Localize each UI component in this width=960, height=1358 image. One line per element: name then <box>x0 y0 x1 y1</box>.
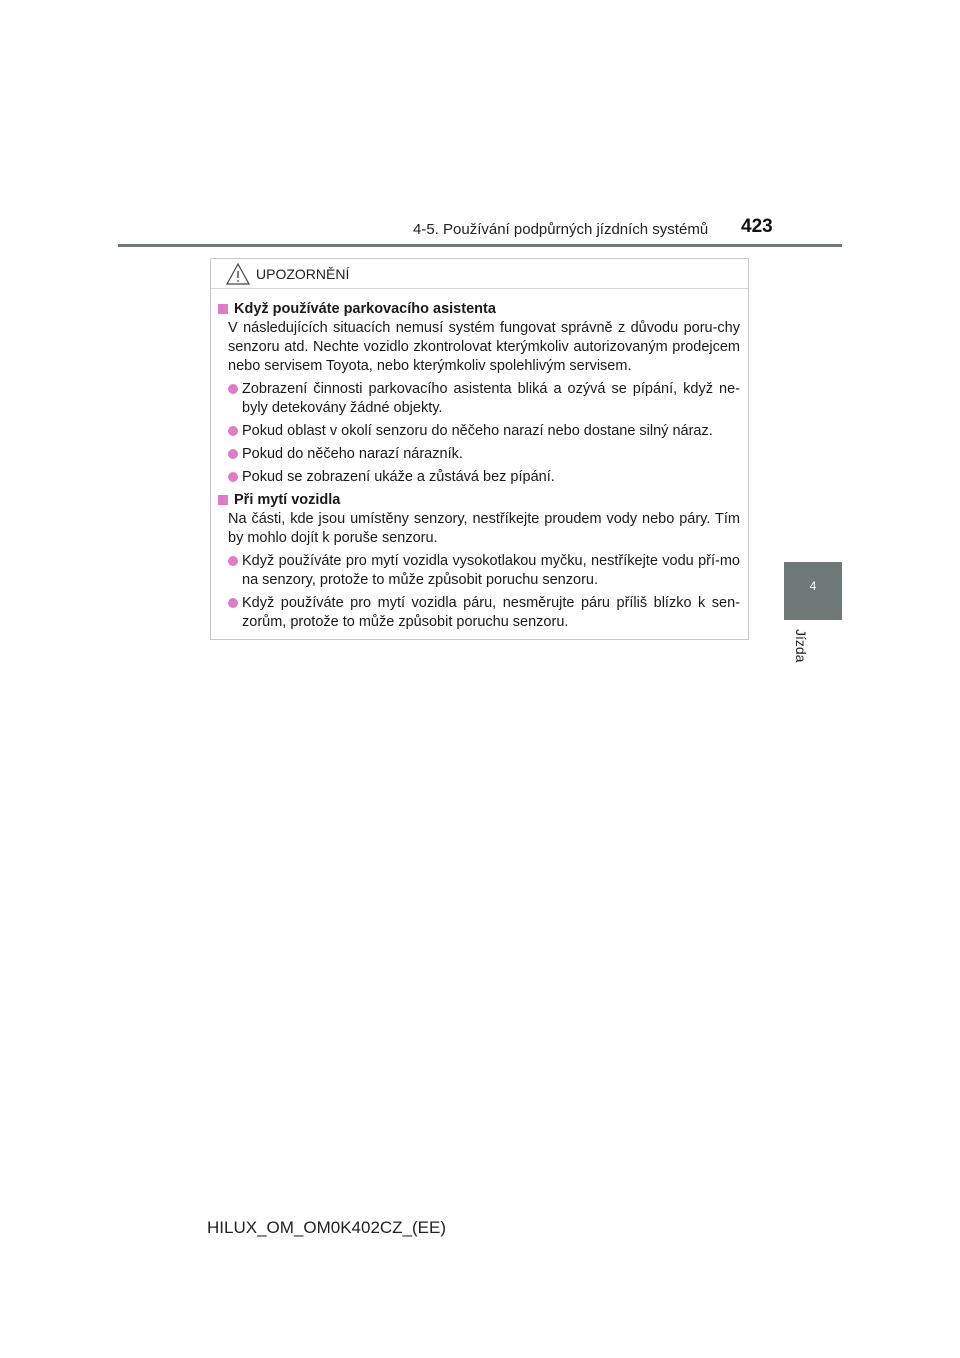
page-number: 423 <box>741 216 773 237</box>
list-item-text: Zobrazení činnosti parkovacího asistenta bliká a ozývá se pípání, když ne-byly detekovány žádné objekty. <box>242 381 740 416</box>
caution-header <box>211 259 748 289</box>
chapter-tab[interactable]: 4 <box>784 562 842 620</box>
chapter-side-label: Jízda <box>793 629 809 663</box>
dot-bullet-icon <box>228 598 238 608</box>
list-item <box>218 422 740 441</box>
caution-box <box>210 258 749 640</box>
dot-bullet-icon <box>228 449 238 459</box>
caution-label: UPOZORNĚNÍ <box>256 265 350 282</box>
caution-body <box>211 289 748 632</box>
list-item <box>218 468 740 487</box>
dot-bullet-icon <box>228 384 238 394</box>
list-item-text: Pokud oblast v okolí senzoru do něčeho narazí nebo dostane silný náraz. <box>242 423 713 439</box>
dot-bullet-icon <box>228 556 238 566</box>
footer-code: HILUX_OM_OM0K402CZ_(EE) <box>207 1218 447 1237</box>
dot-bullet-icon <box>228 426 238 436</box>
section-text: Na části, kde jsou umístěny senzory, nestříkejte proudem vody nebo páry. Tím by mohlo dojít k poruše senzoru. <box>228 511 740 546</box>
square-bullet-icon <box>218 495 228 505</box>
list-item <box>218 380 740 418</box>
list-item-text: Když používáte pro mytí vozidla páru, nesměrujte páru příliš blízko k sen-zorům, protože to může způsobit poruchu senzoru. <box>242 595 740 630</box>
section-car-wash <box>218 491 740 632</box>
list-item <box>218 552 740 590</box>
list-item-text: Pokud se zobrazení ukáže a zůstává bez pípání. <box>242 469 555 485</box>
section-parking-assistant <box>218 300 740 487</box>
section-text: V následujících situacích nemusí systém fungovat správně z důvodu poru-chy senzoru atd. Nechte vozidlo zkontrolovat kterýmkoliv autorizovaným prodejcem nebo servisem Toyota, nebo kterýmkoliv spolehlivým servisem. <box>228 320 740 374</box>
list-item-text: Pokud do něčeho narazí nárazník. <box>242 446 463 462</box>
section-title <box>218 300 740 319</box>
list-item <box>218 594 740 632</box>
header-rule <box>118 244 842 247</box>
section-title <box>218 491 740 510</box>
list-item-text: Když používáte pro mytí vozidla vysokotlakou myčku, nestříkejte vodu pří-mo na senzory, protože to může způsobit poruchu senzoru. <box>242 553 740 588</box>
warning-triangle-icon <box>226 263 250 285</box>
section-title-text: Při mytí vozidla <box>234 492 341 508</box>
dot-bullet-icon <box>228 472 238 482</box>
section-title-text: Když používáte parkovacího asistenta <box>234 301 496 317</box>
header-title: 4-5. Používání podpůrných jízdních systémů <box>413 221 709 238</box>
square-bullet-icon <box>218 304 228 314</box>
list-item <box>218 445 740 464</box>
